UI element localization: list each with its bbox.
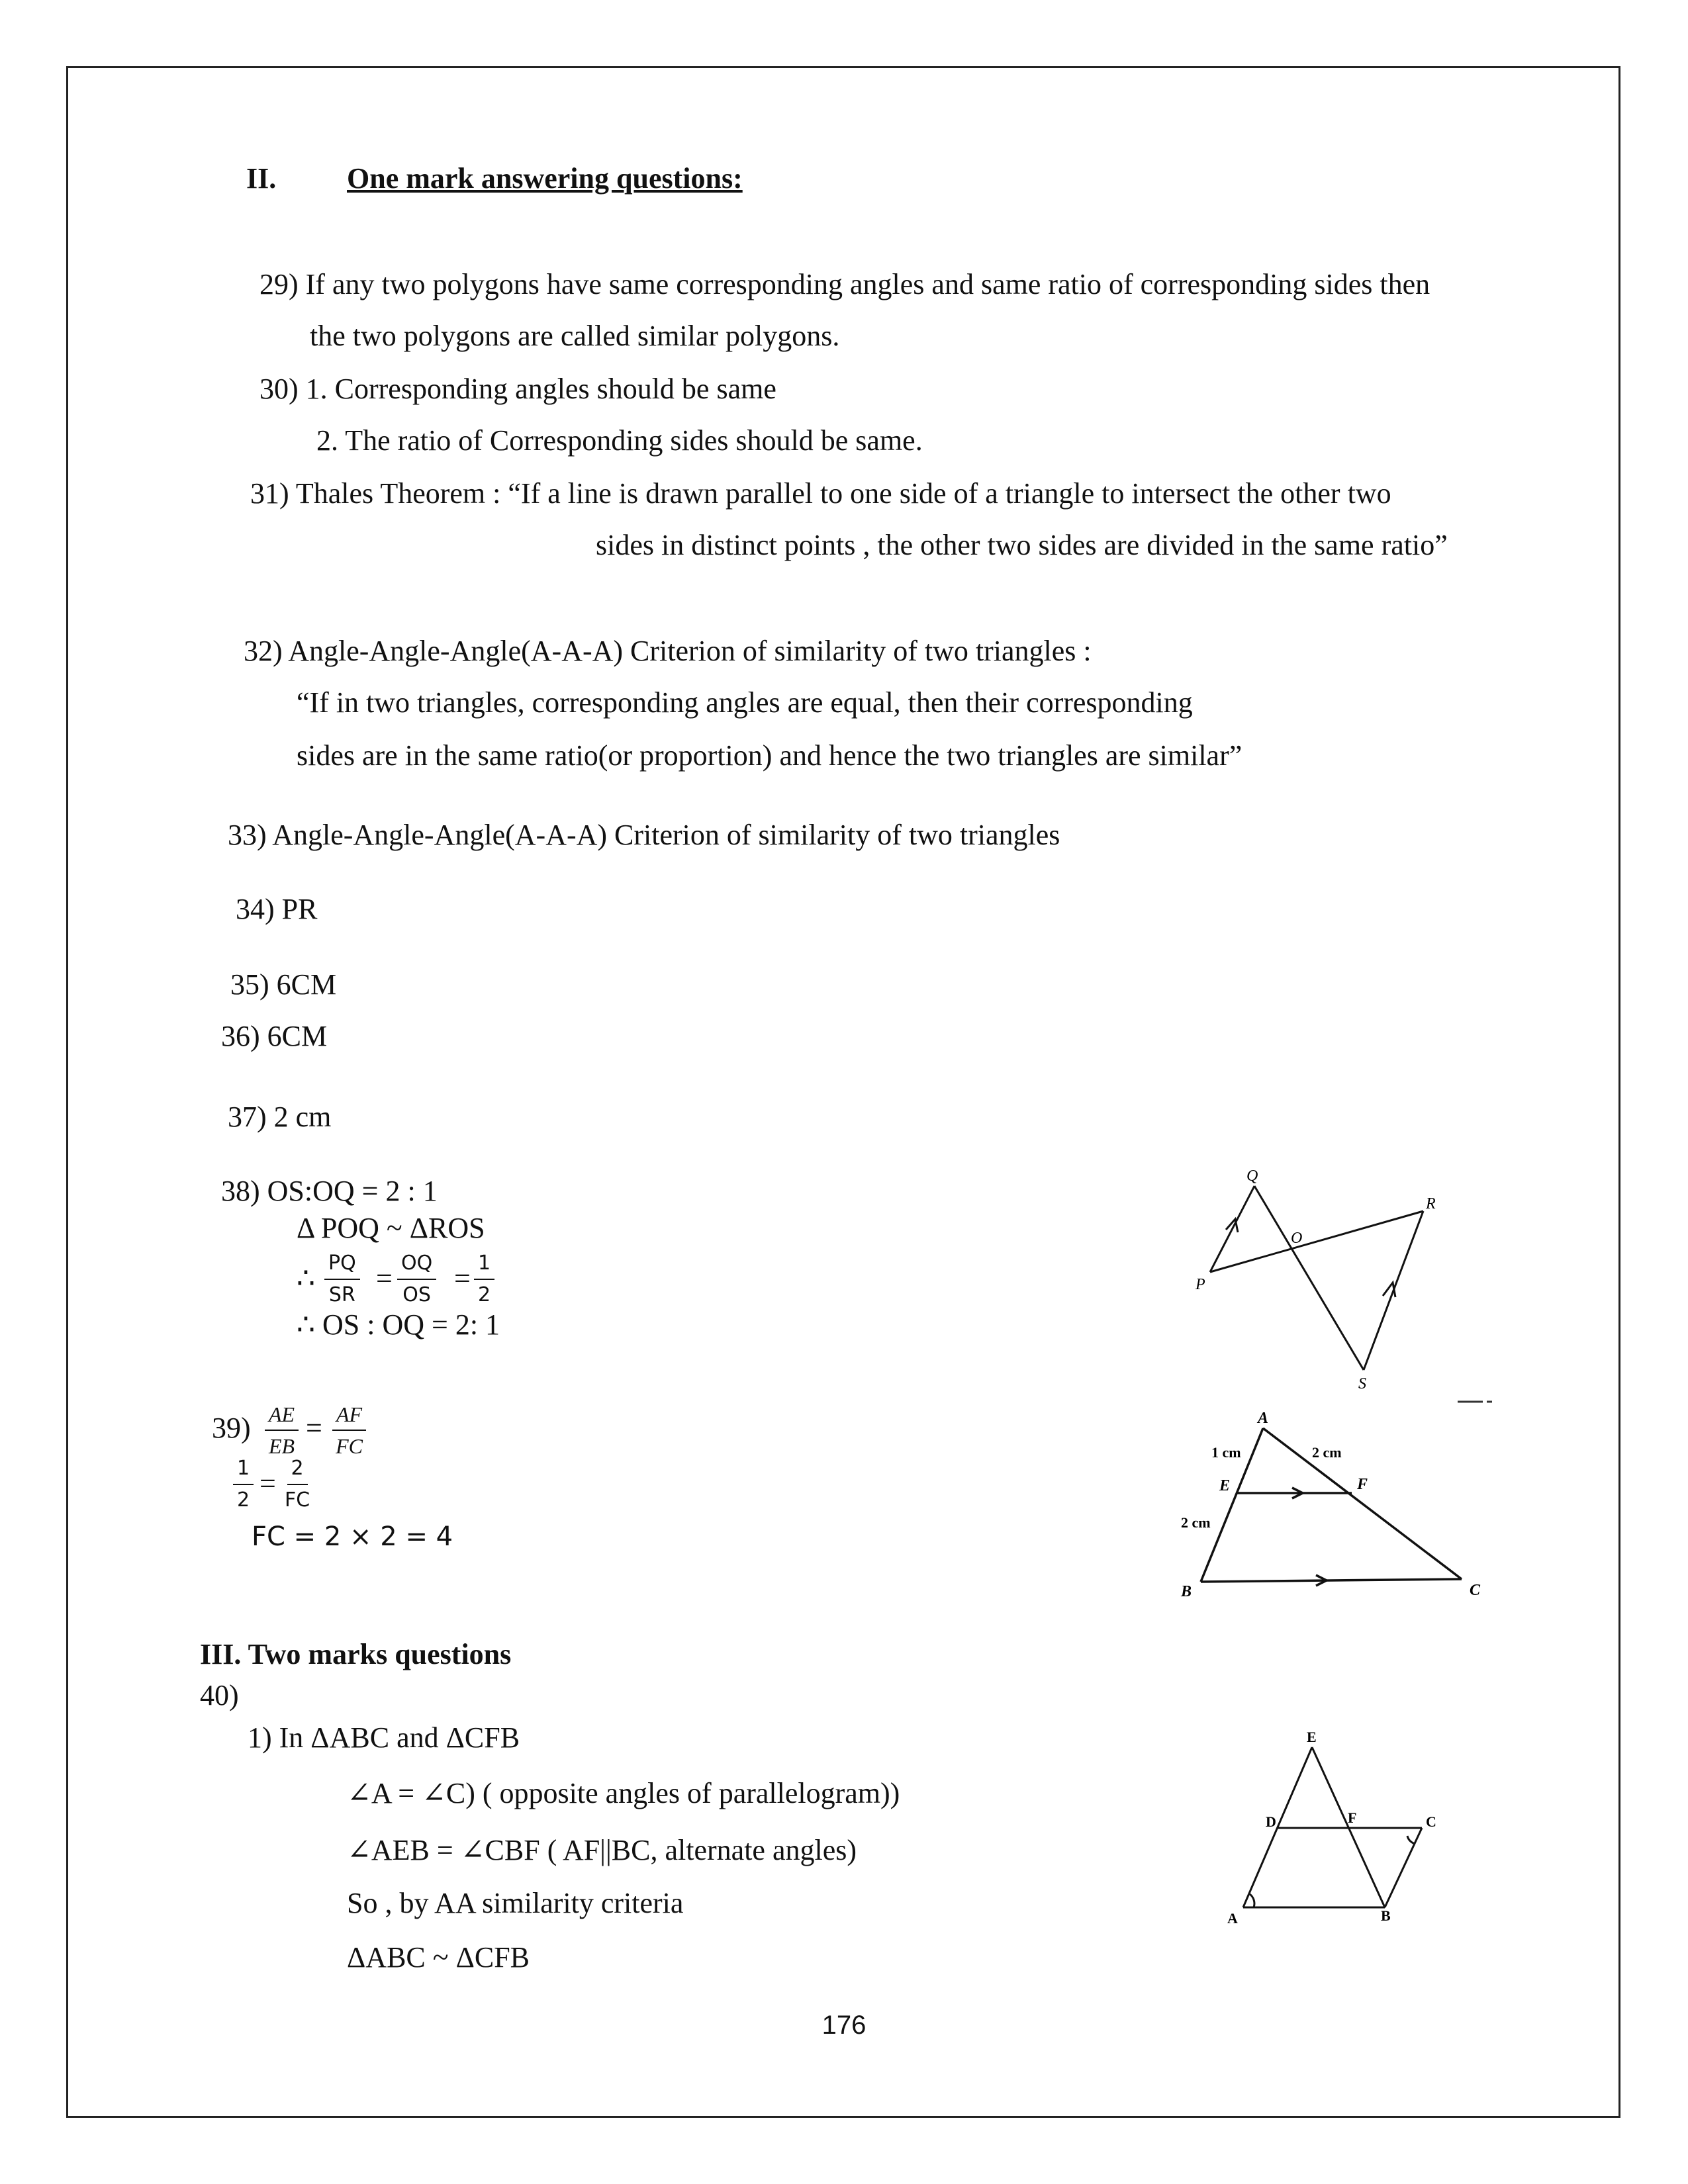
fig3-label-c: C <box>1426 1813 1436 1830</box>
fig1-label-p: P <box>1196 1276 1205 1293</box>
fig2-label-c: C <box>1470 1582 1481 1599</box>
fig2-label-2cm-eb: 2 cm <box>1181 1514 1211 1531</box>
q38-eq1: = <box>376 1262 393 1295</box>
q34-answer: 34) PR <box>236 893 318 925</box>
q35-answer: 35) 6CM <box>230 968 337 1001</box>
q39-f1-den: EB <box>269 1434 295 1458</box>
q38-f2-num: OQ <box>397 1248 436 1280</box>
q38-fraction-pq-sr <box>324 1248 360 1310</box>
q31-line1: 31) Thales Theorem : “If a line is drawn parallel to one side of a triangle to intersect the other two <box>250 477 1391 510</box>
fig3-label-f: F <box>1348 1809 1357 1826</box>
q39-f2-num: AF <box>332 1399 366 1431</box>
q32-line1: 32) Angle-Angle-Angle(A-A-A) Criterion of similarity of two triangles : <box>244 635 1092 667</box>
q38-eq2: = <box>454 1262 471 1295</box>
q40-line2: ∠A = ∠C) ( opposite angles of parallelogram)) <box>347 1777 900 1809</box>
q40-line1: 1) In ΔABC and ΔCFB <box>248 1721 520 1754</box>
q39-eq1: = <box>306 1412 322 1444</box>
q38-f1-num: PQ <box>324 1248 360 1280</box>
section3-title: III. Two marks questions <box>200 1638 512 1670</box>
q32-line2: “If in two triangles, corresponding angles are equal, then their corresponding <box>297 686 1193 719</box>
q36-answer: 36) 6CM <box>221 1020 328 1052</box>
q40-label: 40) <box>200 1679 239 1711</box>
figure-parallelogram <box>1211 1727 1450 1926</box>
q29-line2: the two polygons are called similar polygons. <box>310 320 840 352</box>
q38-f1-den: SR <box>328 1283 355 1306</box>
fig3-label-a: A <box>1227 1910 1238 1926</box>
q39-f4-num: 2 <box>287 1453 308 1485</box>
q40-line4: So , by AA similarity criteria <box>347 1887 684 1919</box>
fig3-label-b: B <box>1381 1907 1391 1924</box>
q32-line3: sides are in the same ratio(or proportion) and hence the two triangles are similar” <box>297 739 1243 772</box>
fig2-label-a: A <box>1258 1410 1269 1427</box>
q39-line3: FC = 2 × 2 = 4 <box>252 1522 453 1552</box>
q31-line2: sides in distinct points , the other two sides are divided in the same ratio” <box>596 529 1448 561</box>
fig2-label-2cm-af: 2 cm <box>1312 1444 1342 1461</box>
q39-f3-den: 2 <box>237 1488 250 1512</box>
q39-f4-den: FC <box>285 1488 310 1512</box>
q30-line2: 2. The ratio of Corresponding sides should be same. <box>316 424 923 457</box>
q33-answer: 33) Angle-Angle-Angle(A-A-A) Criterion of similarity of two triangles <box>228 819 1060 851</box>
fig2-label-1cm: 1 cm <box>1211 1444 1241 1461</box>
fig1-label-r: R <box>1426 1195 1436 1212</box>
q39-fraction-2-fc <box>285 1453 310 1516</box>
fig2-label-e: E <box>1219 1477 1231 1494</box>
q38-f3-den: 2 <box>478 1283 491 1306</box>
q39-fraction-half <box>233 1453 254 1516</box>
q39-fraction-ae-eb <box>265 1399 299 1461</box>
q39-f3-num: 1 <box>233 1453 254 1485</box>
q38-line2: Δ POQ ~ ΔROS <box>297 1212 485 1244</box>
q37-answer: 37) 2 cm <box>228 1101 332 1133</box>
fig1-label-s: S <box>1358 1375 1366 1390</box>
fig3-label-d: D <box>1266 1813 1276 1830</box>
q39-f2-den: FC <box>336 1434 363 1458</box>
figure-triangle-abc <box>1165 1403 1496 1602</box>
fig1-label-q: Q <box>1246 1167 1258 1185</box>
q40-line3: ∠AEB = ∠CBF ( AF||BC, alternate angles) <box>347 1834 857 1866</box>
q38-f3-num: 1 <box>474 1248 494 1280</box>
fig3-label-e: E <box>1307 1729 1317 1745</box>
fig1-label-o: O <box>1291 1230 1303 1247</box>
q38-therefore: ∴ <box>297 1262 315 1295</box>
figure-poq-ros <box>1185 1165 1463 1390</box>
q39-fraction-af-fc <box>332 1399 366 1461</box>
q39-eq2: = <box>259 1467 276 1500</box>
q38-f2-den: OS <box>402 1283 431 1306</box>
q39-label: 39) <box>212 1412 251 1444</box>
q39-f1-num: AE <box>265 1399 299 1431</box>
q30-line1: 30) 1. Corresponding angles should be same <box>259 373 776 405</box>
q40-line5: ΔABC ~ ΔCFB <box>347 1941 530 1974</box>
fig2-label-b: B <box>1181 1583 1192 1600</box>
q38-line4: ∴ OS : OQ = 2: 1 <box>297 1308 500 1341</box>
q29-line1: 29) If any two polygons have same corresponding angles and same ratio of corresponding sides then <box>259 268 1430 300</box>
page-number: 176 <box>821 2011 867 2040</box>
q38-fraction-oq-os <box>397 1248 436 1310</box>
section-title: One mark answering questions: <box>347 162 743 195</box>
q38-line1: 38) OS:OQ = 2 : 1 <box>221 1175 438 1207</box>
section-roman: II. <box>246 162 277 195</box>
q38-fraction-half <box>474 1248 494 1310</box>
fig2-label-f: F <box>1357 1476 1368 1493</box>
